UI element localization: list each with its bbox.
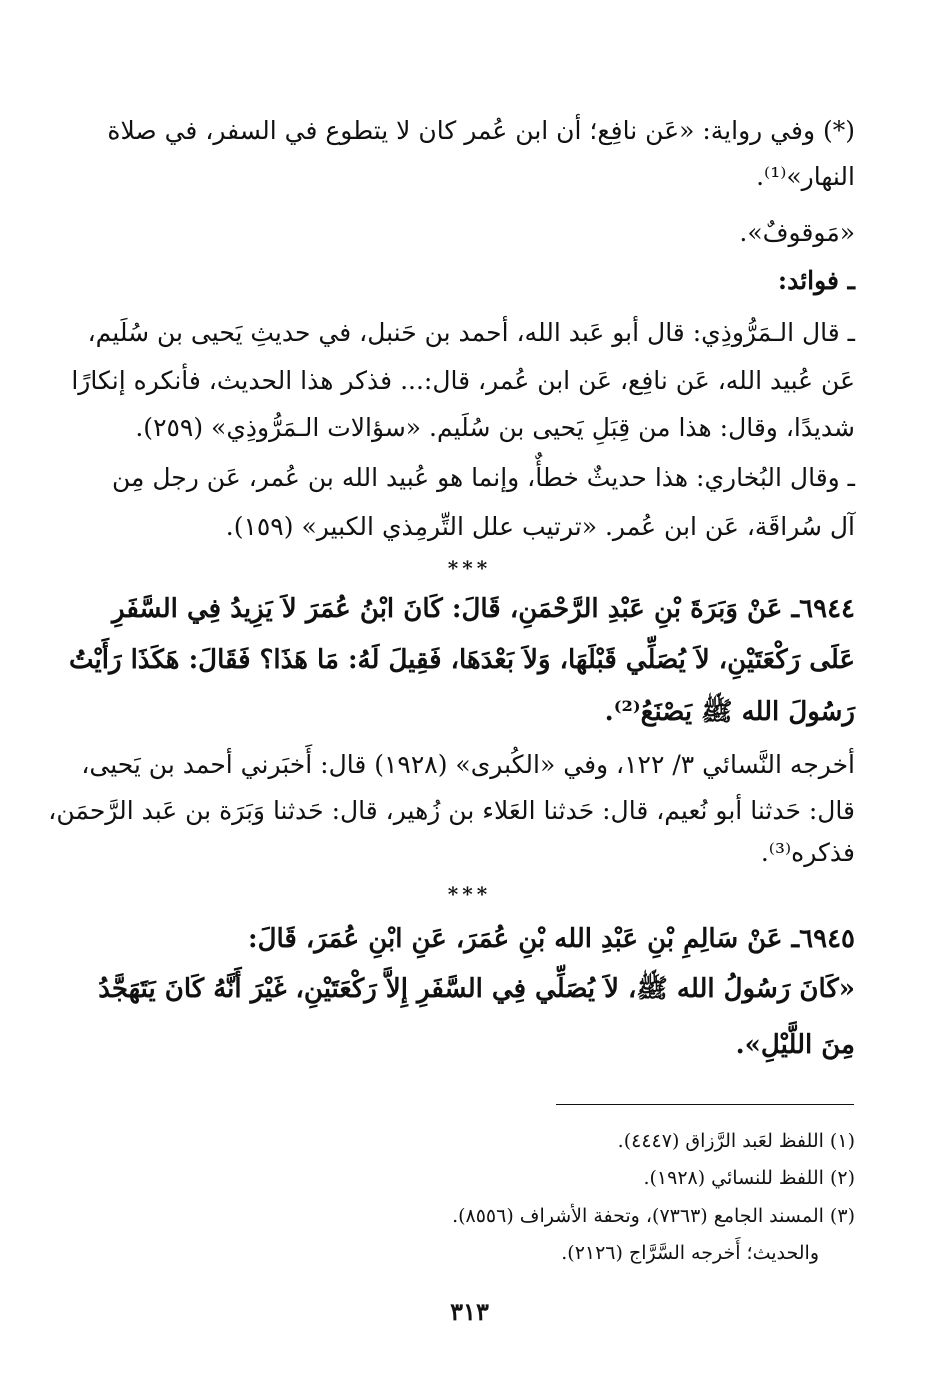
hadith-6945-line: مِنَ اللَّيْلِ». — [735, 1030, 855, 1060]
hadith-6945-line: ٦٩٤٥ـ عَنْ سَالِمِ بْنِ عَبْدِ الله بْنِ عُمَرَ، عَنِ ابْنِ عُمَرَ، قَالَ: — [247, 924, 855, 954]
hadith-6944-line: عَلَى رَكْعَتَيْنِ، لاَ يُصَلِّي قَبْلَهَا، وَلاَ بَعْدَهَا، فَقِيلَ لَهُ: مَا هَذَا؟ فَقَالَ: هَكَذَا رَأَيْتُ — [68, 645, 855, 675]
footnote-divider — [556, 1104, 854, 1105]
hadith-6944-line: ٦٩٤٤ـ عَنْ وَبَرَةَ بْنِ عَبْدِ الرَّحْمَنِ، قَالَ: كَانَ ابْنُ عُمَرَ لاَ يَزِيدُ فِي السَّفَرِ — [112, 594, 855, 624]
mawquf-verdict: «مَوقوفٌ». — [739, 218, 855, 247]
page-number: ٣١٣ — [450, 1297, 489, 1326]
footnote: (٢) اللفظ للنسائي (١٩٢٨). — [643, 1167, 855, 1189]
hadith-6945-line: «كَانَ رَسُولُ الله ﷺ، لاَ يُصَلِّي فِي السَّفَرِ إِلاَّ رَكْعَتَيْنِ، غَيْرَ أَنَّهُ كَانَ يَتَهَجَّدُ — [98, 974, 855, 1004]
footnote: (١) اللفظ لعَبد الرَّزاق (٤٤٤٧). — [617, 1130, 855, 1152]
narration-line: (*) وفي رواية: «عَن نافِع؛ أن ابن عُمر كان لا يتطوع في السفر، في صلاة — [107, 116, 855, 145]
footnote: والحديث؛ أَخرجه السَّرَّاج (٢١٢٦). — [561, 1242, 819, 1264]
section-separator: *** — [447, 556, 492, 580]
fawaid-heading: ـ فوائد: — [777, 266, 855, 295]
narration-line: النهار»⁽¹⁾. — [756, 162, 855, 191]
fawaid-line: ـ قال الـمَرُّوذِي: قال أبو عَبد الله، أحمد بن حَنبل، في حديثِ يَحيى بن سُلَيم، — [87, 318, 855, 347]
section-separator: *** — [447, 882, 492, 906]
takhrij-line: قال: حَدثنا أبو نُعيم، قال: حَدثنا العَلاء بن زُهير، قال: حَدثنا وَبَرَة بن عَبد الرَّحمَن، — [48, 796, 855, 825]
fawaid-line: عَن عُبيد الله، عَن نافِع، عَن ابن عُمر، قال:... فذكر هذا الحديث، فأنكره إنكارًا — [71, 366, 855, 395]
fawaid-line: ـ وقال البُخاري: هذا حديثٌ خطأٌ، وإنما هو عُبيد الله بن عُمر، عَن رجل مِن — [112, 463, 855, 492]
fawaid-line: شديدًا، وقال: هذا من قِبَلِ يَحيى بن سُلَيم. «سؤالات الـمَرُّوذِي» (٢٥٩). — [135, 413, 855, 442]
hadith-6944-line: رَسُولَ الله ﷺ يَصْنَعُ⁽²⁾. — [604, 697, 855, 727]
takhrij-line: فذكره⁽³⁾. — [760, 838, 855, 867]
fawaid-line: آل سُراقَة، عَن ابن عُمر. «ترتيب علل التِّرمِذي الكبير» (١٥٩). — [225, 512, 855, 541]
footnote: (٣) المسند الجامع (٧٣٦٣)، وتحفة الأشراف (٨٥٥٦). — [452, 1205, 855, 1227]
takhrij-line: أخرجه النَّسائي ٣/ ١٢٢، وفي «الكُبرى» (١٩٢٨) قال: أَخبَرني أحمد بن يَحيى، — [81, 750, 855, 779]
